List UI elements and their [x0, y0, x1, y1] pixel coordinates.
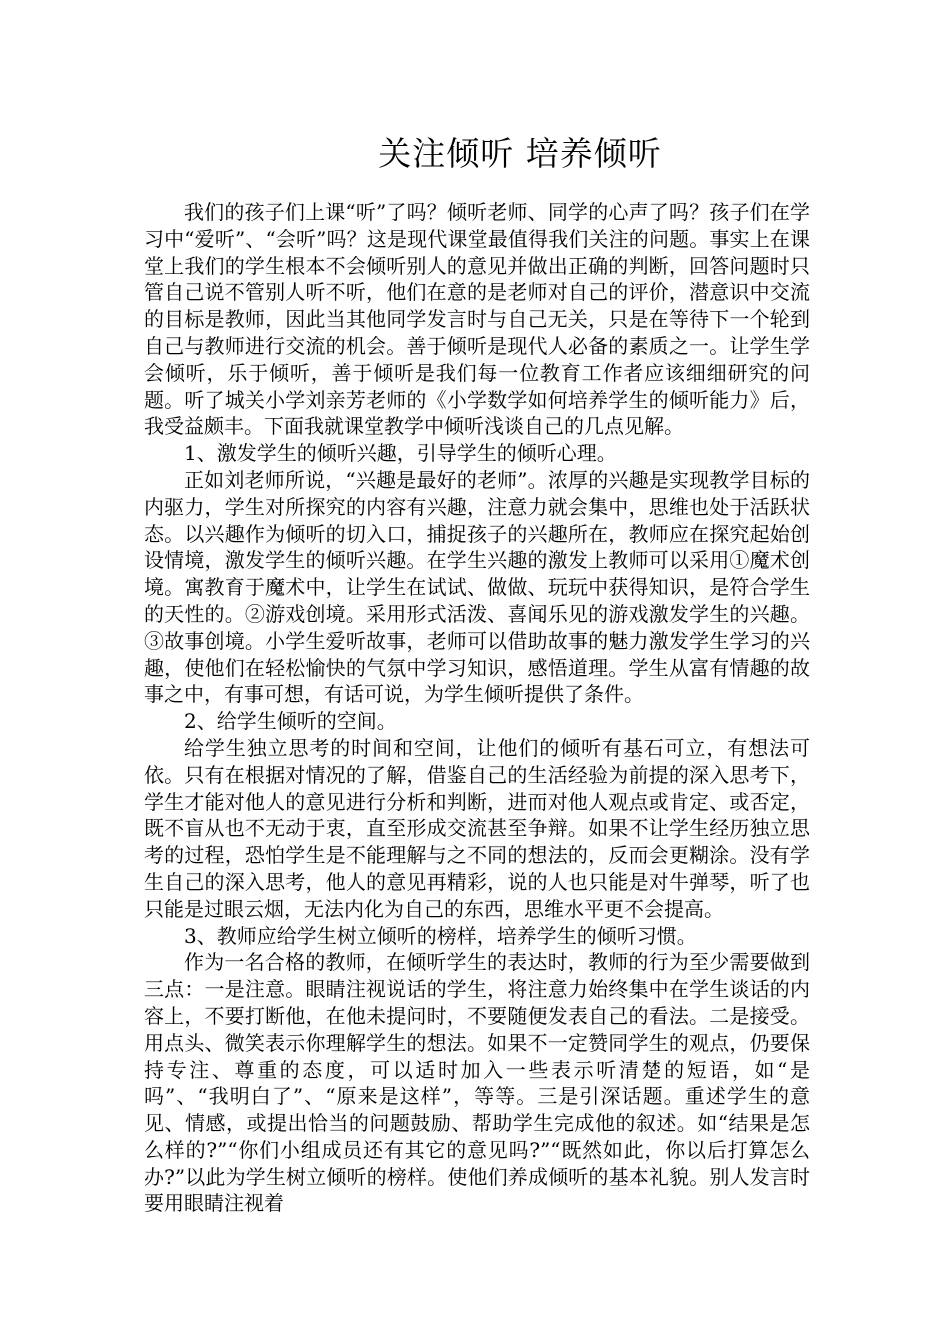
paragraph-point-1: 正如刘老师所说，“兴趣是最好的老师”。浓厚的兴趣是实现教学目标的内驱力，学生对所探究的内容有兴趣，注意力就会集中，思维也处于活跃状态。以兴趣作为倾听的切入口，捕捉孩子的兴趣所在，教师应在探究起始创设情境，激发学生的倾听兴趣。在学生兴趣的激发上教师可以采用①魔术创境。寓教育于魔术中，让学生在试试、做做、玩玩中获得知识，是符合学生的天性的。②游戏创境。采用形式活泼、喜闻乐见的游戏激发学生的兴趣。③故事创境。小学生爱听故事，老师可以借助故事的魅力激发学生学习的兴趣，使他们在轻松愉快的气氛中学习知识，感悟道理。学生从富有情趣的故事之中，有事可想，有话可说，为学生倾听提供了条件。	[144, 467, 810, 707]
heading-point-3: 3、教师应给学生树立倾听的榜样，培养学生的倾听习惯。	[184, 923, 697, 948]
document-body	[144, 199, 810, 1217]
paragraph-point-2: 给学生独立思考的时间和空间，让他们的倾听有基石可立，有想法可依。只有在根据对情况的了解，借鉴自己的生活经验为前提的深入思考下，学生才能对他人的意见进行分析和判断，进而对他人观点或肯定、或否定，既不盲从也不无动于衷，直至形成交流甚至争辩。如果不让学生经历独立思考的过程，恐怕学生是不能理解与之不同的想法的，反而会更糊涂。没有学生自己的深入思考，他人的意见再精彩，说的人也只能是对牛弹琴，听了也只能是过眼云烟，无法内化为自己的东西，思维水平更不会提高。	[144, 735, 810, 921]
heading-point-1: 1、激发学生的倾听兴趣，引导学生的倾听心理。	[184, 441, 617, 466]
heading-point-2: 2、给学生倾听的空间。	[184, 709, 397, 734]
paragraph-point-3: 作为一名合格的教师，在倾听学生的表达时，教师的行为至少需要做到三点：一是注意。眼睛注视说话的学生，将注意力始终集中在学生谈话的内容上，不要打断他，在他未提问时，不要随便发表自己的看法。二是接受。用点头、微笑表示你理解学生的想法。如果不一定赞同学生的观点，仍要保持专注、尊重的态度，可以适时加入一些表示听清楚的短语，如“是吗”、“我明白了”、“原来是这样”，等等。三是引深话题。重述学生的意见、情感，或提出恰当的问题鼓励、帮助学生完成他的叙述。如“结果是怎么样的?”“你们小组成员还有其它的意见吗?”“既然如此，你以后打算怎么办?”以此为学生树立倾听的榜样。使他们养成倾听的基本礼貌。别人发言时要用眼睛注视着	[144, 950, 810, 1216]
document-title: 关注倾听 培养倾听	[378, 134, 662, 173]
paragraph-intro: 我们的孩子们上课“听”了吗？倾听老师、同学的心声了吗？孩子们在学习中“爱听”、“会听”吗？这是现代课堂最值得我们关注的问题。事实上在课堂上我们的学生根本不会倾听别人的意见并做出正确的判断，回答问题时只管自己说不管别人听不听，他们在意的是老师对自己的评价，潜意识中交流的目标是教师，因此当其他同学发言时与自己无关，只是在等待下一个轮到自己与教师进行交流的机会。善于倾听是现代人必备的素质之一。让学生学会倾听，乐于倾听，善于倾听是我们每一位教育工作者应该细细研究的问题。听了城关小学刘亲芳老师的《小学数学如何培养学生的倾听能力》后，我受益颇丰。下面我就课堂教学中倾听浅谈自己的几点见解。	[144, 200, 810, 439]
